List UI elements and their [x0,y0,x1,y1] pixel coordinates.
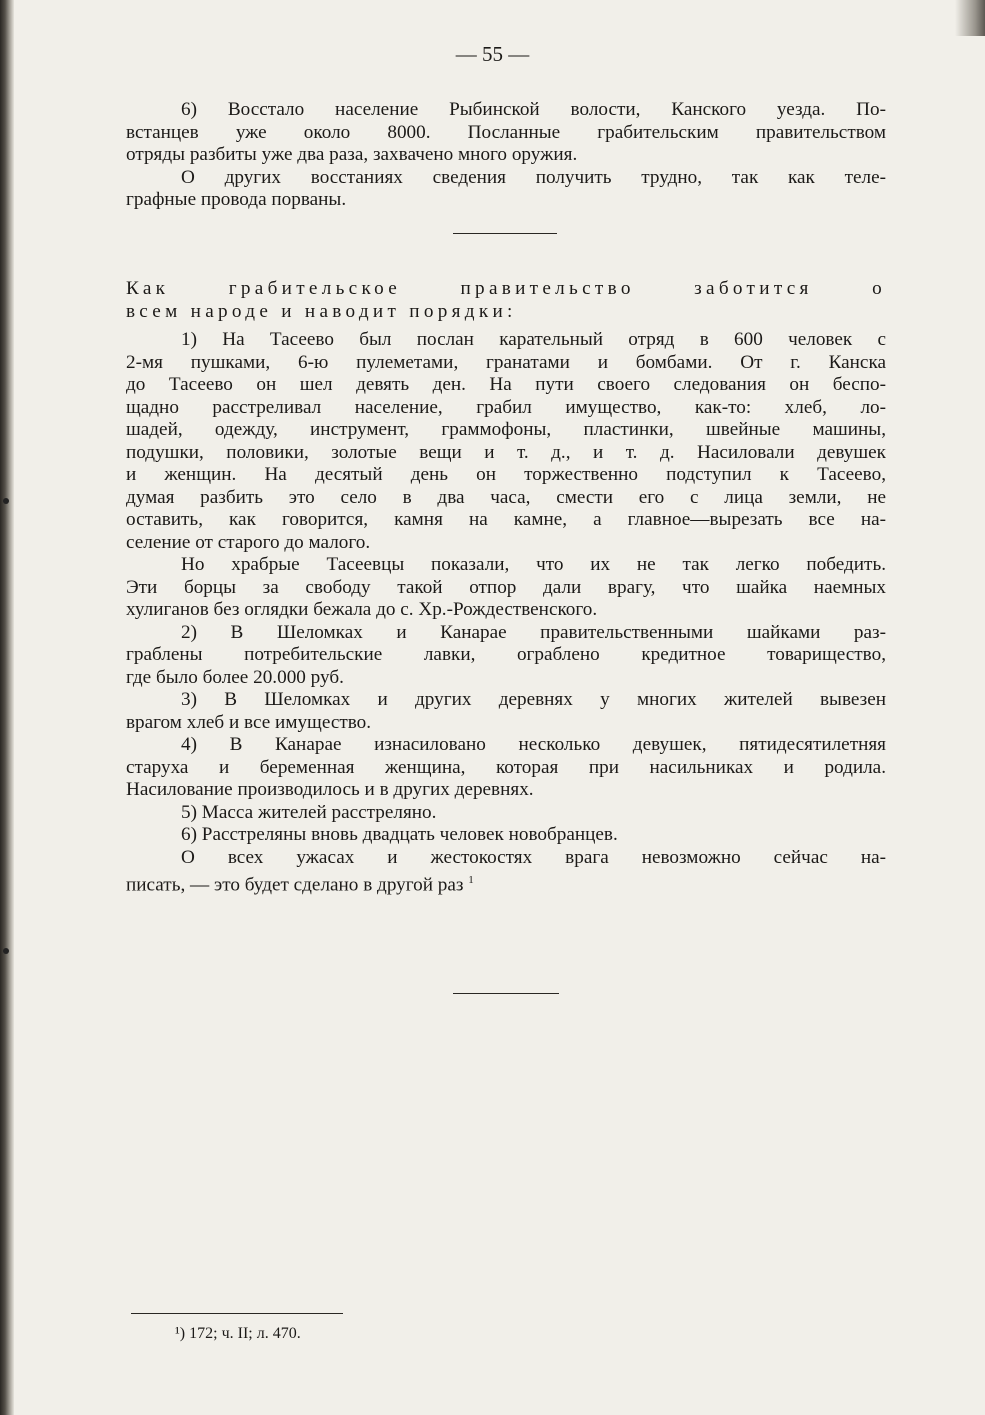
binding-hole [3,948,9,954]
text-line: селение от старого до малого. [126,531,371,553]
text-line: Но храбрые Тасеевцы показали, что их не так легко победить. [181,554,886,575]
text-line: до Тасеево он шел девять ден. На пути своего следования он беспо- [126,374,886,395]
text-line: отряды разбиты уже два раза, захвачено много оружия. [126,144,578,165]
text-line: 6) Расстреляны вновь двадцать человек новобранцев. [181,824,618,845]
text-line: граблены потребительские лавки, ограблено кредитное товарищество, [126,644,886,665]
footnote-separator [131,1313,343,1314]
text-line: 2) В Шеломках и Канарае правительственными шайками раз- [181,621,886,643]
text-line [126,869,886,896]
text-line: 2-мя пушками, 6-ю пулеметами, гранатами и бомбами. От г. Канска [126,351,886,373]
text-line: 5) Масса жителей расстреляно. [181,801,437,823]
text-line: Насилование производилось и в других деревнях. [126,779,534,800]
text-line-content: писать, — это будет сделано в другой раз [126,874,464,896]
text-line: Эти борцы за свободу такой отпор дали врагу, что шайка наемных [126,576,886,598]
text-line: подушки, половики, золотые вещи и т. д., и т. д. Насиловали девушек [126,441,886,463]
section-divider [453,233,557,234]
text-line: 4) В Канарае изнасиловано несколько девушек, пятидесятилетняя [181,734,886,755]
text-line: хулиганов без оглядки бежала до с. Хр.-Рождественского. [126,599,598,620]
book-spine-shadow [0,0,14,1415]
text-line: 3) В Шеломках и других деревнях у многих жителей вывезен [181,689,886,710]
heading-line: Как грабительское правительство заботится о [126,278,886,299]
footnote-reference: 1 [468,874,474,886]
text-line: врагом хлеб и все имущество. [126,711,372,733]
text-line: встанцев уже около 8000. Посланные грабительским правительством [126,121,886,143]
text-line: шадей, одежду, инструмент, граммофоны, пластинки, швейные машины, [126,419,886,440]
text-line: щадно расстреливал население, грабил имущество, как-то: хлеб, ло- [126,396,886,418]
heading-line: всем народе и наводит порядки: [126,300,517,322]
text-line: думая разбить это село в два часа, смести его с лица земли, не [126,486,886,508]
paragraph-rybinsk-uprising [126,99,886,212]
section-divider [453,993,559,994]
text-line: О всех ужасах и жестокостях врага невозможно сейчас на- [181,846,886,868]
text-line: 6) Восстало население Рыбинской волости, Канского уезда. По- [181,99,886,120]
text-line: старуха и беременная женщина, которая при насильниках и родила. [126,756,886,778]
page-corner-shadow [955,0,985,36]
text-line: О других восстаниях сведения получить трудно, так как теле- [181,166,886,188]
text-line: 1) На Тасеево был послан карательный отряд в 600 человек с [181,329,886,350]
paragraph-taseevo-events [126,329,886,896]
text-line: и женщин. На десятый день он торжественно подступил к Тасеево, [126,464,886,485]
section-heading [126,277,886,322]
text-line: где было более 20.000 руб. [126,666,344,688]
page-number: — 55 — [455,42,530,66]
footnote-text: ¹) 172; ч. II; л. 470. [175,1325,301,1342]
text-line: оставить, как говорится, камня на камне, а главное—вырезать все на- [126,509,886,530]
binding-hole [3,498,9,504]
text-line: графные провода порваны. [126,189,347,210]
